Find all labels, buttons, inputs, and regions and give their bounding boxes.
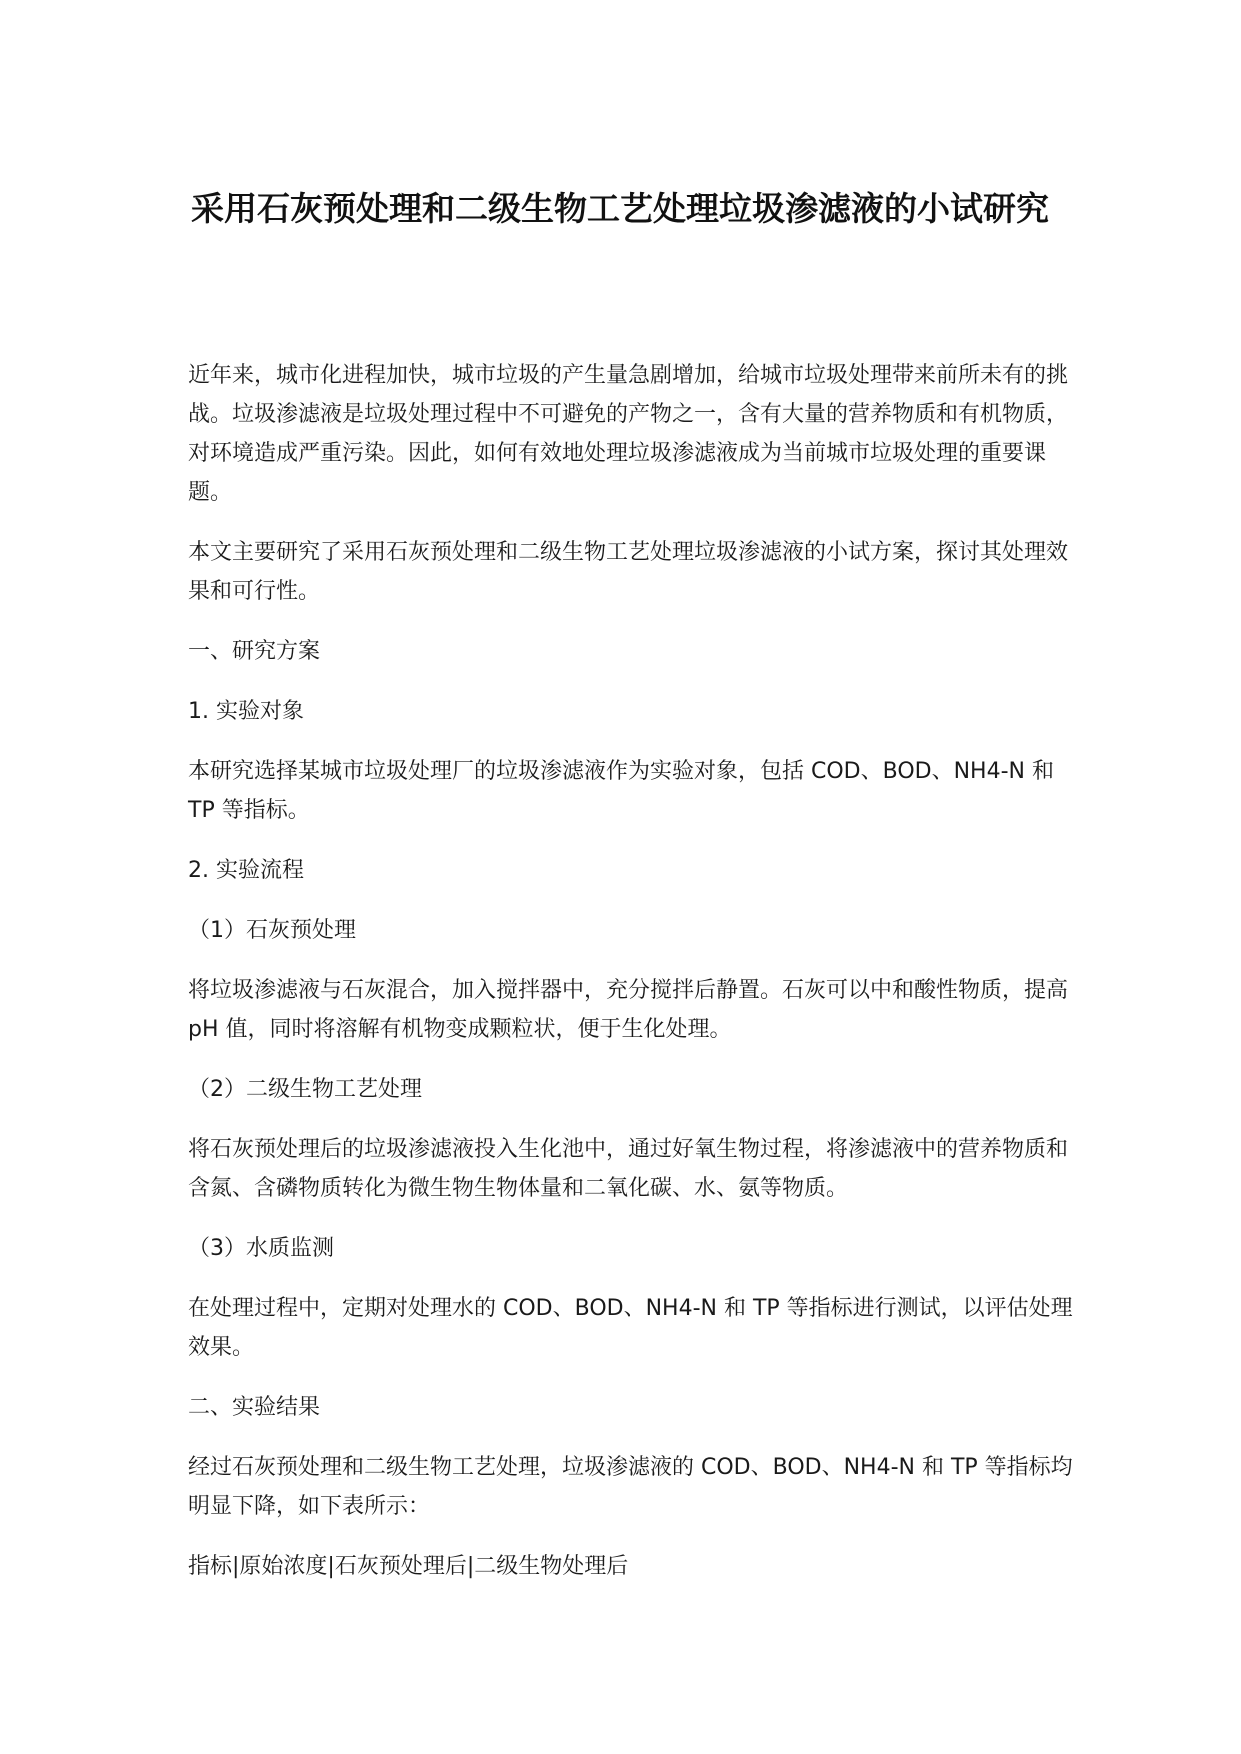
subsection-heading-subject: 1. 实验对象 <box>188 699 304 724</box>
paragraph-purpose: 本文主要研究了采用石灰预处理和二级生物工艺处理垃圾渗滤液的小试方案，探讨其处理效果和可行性。 <box>188 540 1069 604</box>
document-body <box>188 356 1078 1607</box>
section-heading-results: 二、实验结果 <box>188 1395 321 1420</box>
paragraph-results: 经过石灰预处理和二级生物工艺处理，垃圾渗滤液的 COD、BOD、NH4-N 和 TP 等指标均明显下降，如下表所示： <box>188 1455 1073 1519</box>
paragraph-subject: 本研究选择某城市垃圾处理厂的垃圾渗滤液作为实验对象，包括 COD、BOD、NH4-N 和 TP 等指标。 <box>188 759 1054 823</box>
step-heading-water-monitoring: （3）水质监测 <box>188 1236 334 1261</box>
paragraph-water-monitoring: 在处理过程中，定期对处理水的 COD、BOD、NH4-N 和 TP 等指标进行测试，以评估处理效果。 <box>188 1296 1073 1360</box>
step-heading-biological-process: （2）二级生物工艺处理 <box>188 1077 422 1102</box>
table-header-row: 指标|原始浓度|石灰预处理后|二级生物处理后 <box>188 1554 629 1579</box>
paragraph-intro: 近年来，城市化进程加快，城市垃圾的产生量急剧增加，给城市垃圾处理带来前所未有的挑战。垃圾渗滤液是垃圾处理过程中不可避免的产物之一，含有大量的营养物质和有机物质，对环境造成严重污染。因此，如何有效地处理垃圾渗滤液成为当前城市垃圾处理的重要课题。 <box>188 363 1069 505</box>
subsection-heading-procedure: 2. 实验流程 <box>188 858 304 883</box>
section-heading-research-plan: 一、研究方案 <box>188 639 321 664</box>
step-heading-lime-pretreatment: （1）石灰预处理 <box>188 918 356 943</box>
paragraph-lime-pretreatment: 将垃圾渗滤液与石灰混合，加入搅拌器中，充分搅拌后静置。石灰可以中和酸性物质，提高 pH 值，同时将溶解有机物变成颗粒状，便于生化处理。 <box>188 978 1069 1042</box>
document-title: 采用石灰预处理和二级生物工艺处理垃圾渗滤液的小试研究 <box>191 189 1049 228</box>
paragraph-biological-process: 将石灰预处理后的垃圾渗滤液投入生化池中，通过好氧生物过程，将渗滤液中的营养物质和含氮、含磷物质转化为微生物生物体量和二氧化碳、水、氨等物质。 <box>188 1137 1069 1201</box>
